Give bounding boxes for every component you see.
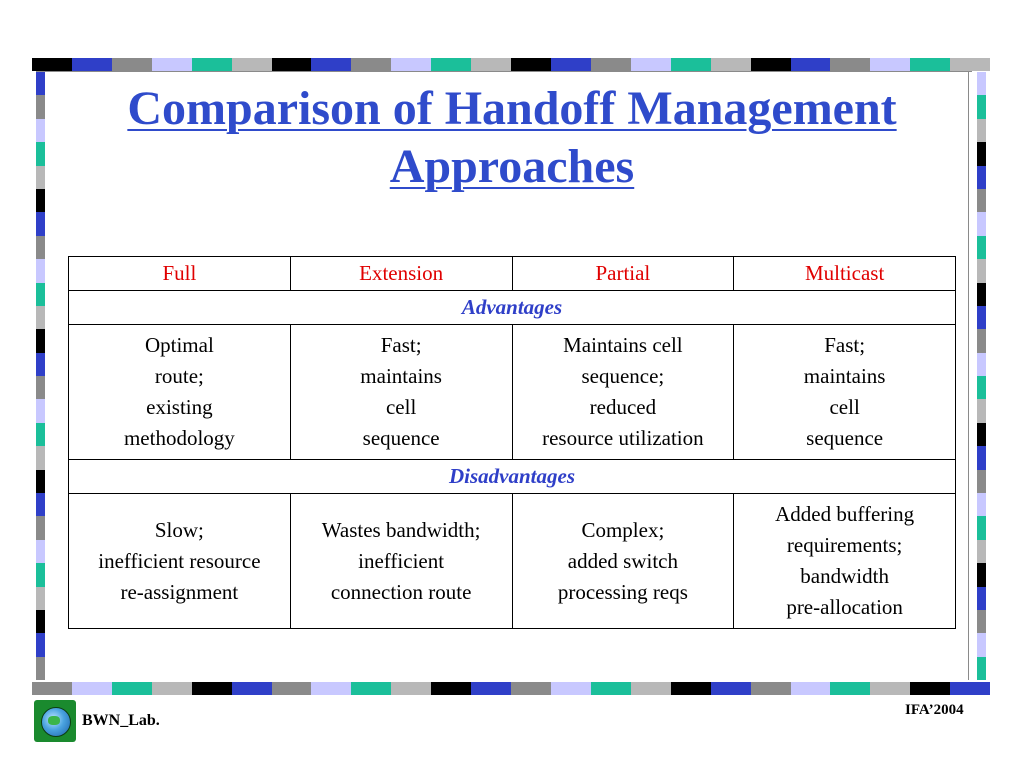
stripe-segment (311, 682, 351, 695)
stripe-segment (977, 119, 986, 142)
stripe-segment (631, 682, 671, 695)
disadvantages-label: Disadvantages (69, 460, 956, 494)
stripe-segment (511, 682, 551, 695)
stripe-segment (36, 540, 45, 563)
stripe-segment (711, 58, 751, 71)
disadvantage-cell-multicast (734, 494, 956, 629)
slide-title-line-1: Comparison of Handoff Management (127, 82, 897, 135)
stripe-segment (631, 58, 671, 71)
stripe-segment (36, 563, 45, 586)
stripe-segment (272, 682, 312, 695)
stripe-segment (977, 399, 986, 422)
stripe-segment (870, 682, 910, 695)
header-extension: Extension (290, 257, 512, 291)
stripe-segment (72, 682, 112, 695)
stripe-segment (511, 58, 551, 71)
cell-line: connection route (330, 579, 472, 604)
stripe-segment (977, 166, 986, 189)
stripe-segment (977, 563, 986, 586)
inner-frame-right-rule (968, 72, 969, 680)
cell-line: existing (146, 395, 213, 419)
stripe-segment (36, 657, 45, 680)
stripe-segment (591, 682, 631, 695)
stripe-segment (791, 682, 831, 695)
stripe-segment (471, 682, 511, 695)
stripe-segment (977, 657, 986, 680)
cell-line: inefficient (358, 548, 445, 573)
stripe-segment (36, 633, 45, 656)
cell-line: sequence (362, 426, 440, 450)
stripe-segment (950, 58, 990, 71)
cell-line: Complex; (581, 517, 665, 542)
stripe-segment (977, 329, 986, 352)
stripe-segment (36, 329, 45, 352)
stripe-segment (671, 682, 711, 695)
stripe-segment (830, 682, 870, 695)
advantage-cell-extension (290, 325, 512, 460)
stripe-segment (36, 306, 45, 329)
stripe-segment (152, 682, 192, 695)
stripe-segment (391, 682, 431, 695)
stripe-segment (977, 540, 986, 563)
stripe-segment (36, 423, 45, 446)
stripe-segment (36, 610, 45, 633)
advantage-cell-full (69, 325, 291, 460)
conference-name: IFA’2004 (905, 702, 964, 718)
stripe-segment (431, 682, 471, 695)
stripe-segment (431, 58, 471, 71)
stripe-segment (551, 682, 591, 695)
cell-line: requirements; (786, 533, 903, 557)
stripe-segment (32, 58, 72, 71)
stripe-segment (152, 58, 192, 71)
stripe-segment (977, 516, 986, 539)
cell-line: reduced (589, 395, 657, 419)
stripe-segment (36, 72, 45, 95)
stripe-segment (977, 423, 986, 446)
left-stripe-border (36, 72, 45, 680)
stripe-segment (977, 353, 986, 376)
disadvantage-cell-partial (512, 494, 734, 629)
stripe-segment (36, 587, 45, 610)
stripe-segment (36, 353, 45, 376)
disadvantage-cell-full (69, 494, 291, 629)
stripe-segment (977, 95, 986, 118)
stripe-segment (112, 58, 152, 71)
stripe-segment (36, 399, 45, 422)
stripe-segment (977, 470, 986, 493)
cell-line: re-assignment (120, 579, 239, 604)
stripe-segment (36, 376, 45, 399)
stripe-segment (192, 682, 232, 695)
cell-line: resource utilization (542, 426, 704, 450)
stripe-segment (36, 189, 45, 212)
stripe-segment (72, 58, 112, 71)
stripe-segment (977, 72, 986, 95)
stripe-segment (977, 283, 986, 306)
stripe-segment (112, 682, 152, 695)
cell-line: processing reqs (557, 579, 688, 604)
advantage-cell-multicast (734, 325, 956, 460)
stripe-segment (192, 58, 232, 71)
stripe-segment (977, 259, 986, 282)
stripe-segment (311, 58, 351, 71)
stripe-segment (36, 212, 45, 235)
stripe-segment (870, 58, 910, 71)
stripe-segment (591, 58, 631, 71)
cell-line: Added buffering (775, 502, 915, 526)
cell-line: methodology (123, 426, 235, 450)
header-multicast: Multicast (734, 257, 956, 291)
stripe-segment (977, 142, 986, 165)
stripe-segment (32, 682, 72, 695)
cell-line: Maintains cell (563, 333, 683, 357)
stripe-segment (950, 682, 990, 695)
stripe-segment (910, 58, 950, 71)
cell-line: added switch (567, 548, 678, 573)
stripe-segment (36, 236, 45, 259)
inner-frame-top-rule (36, 71, 972, 72)
advantages-row-label (69, 291, 956, 325)
stripe-segment (711, 682, 751, 695)
stripe-segment (471, 58, 511, 71)
right-stripe-border (977, 72, 986, 680)
top-stripe-border (32, 58, 990, 71)
stripe-segment (977, 446, 986, 469)
header-full: Full (69, 257, 291, 291)
stripe-segment (977, 306, 986, 329)
stripe-segment (272, 58, 312, 71)
stripe-segment (977, 376, 986, 399)
stripe-segment (36, 446, 45, 469)
cell-line: pre-allocation (786, 595, 903, 619)
stripe-segment (830, 58, 870, 71)
disadvantage-cell-extension (290, 494, 512, 629)
stripe-segment (232, 58, 272, 71)
cell-line: maintains (803, 364, 886, 388)
comparison-table (68, 256, 956, 629)
stripe-segment (36, 283, 45, 306)
stripe-segment (910, 682, 950, 695)
stripe-segment (977, 212, 986, 235)
stripe-segment (36, 95, 45, 118)
stripe-segment (977, 236, 986, 259)
table-header-row (69, 257, 956, 291)
cell-line: cell (385, 395, 417, 419)
stripe-segment (671, 58, 711, 71)
stripe-segment (551, 58, 591, 71)
advantages-label: Advantages (69, 291, 956, 325)
cell-line: Fast; (380, 333, 422, 357)
stripe-segment (351, 682, 391, 695)
cell-line: cell (829, 395, 860, 419)
stripe-segment (977, 587, 986, 610)
stripe-segment (977, 493, 986, 516)
cell-line: Fast; (824, 333, 866, 357)
cell-line: Wastes bandwidth; (321, 517, 481, 542)
stripe-segment (751, 682, 791, 695)
stripe-segment (36, 119, 45, 142)
cell-line: route; (154, 364, 204, 388)
stripe-segment (791, 58, 831, 71)
header-partial: Partial (512, 257, 734, 291)
stripe-segment (36, 259, 45, 282)
cell-line: sequence (806, 426, 884, 450)
stripe-segment (36, 516, 45, 539)
stripe-segment (36, 166, 45, 189)
stripe-segment (391, 58, 431, 71)
advantages-row (69, 325, 956, 460)
stripe-segment (36, 493, 45, 516)
stripe-segment (977, 189, 986, 212)
disadvantages-row (69, 494, 956, 629)
disadvantages-row-label (69, 460, 956, 494)
cell-line: maintains (360, 364, 442, 388)
advantage-cell-partial (512, 325, 734, 460)
bottom-stripe-border (32, 682, 990, 695)
lab-name: BWN_Lab. (82, 712, 160, 729)
cell-line: bandwidth (800, 564, 889, 588)
stripe-segment (977, 610, 986, 633)
globe-logo-icon (34, 700, 76, 742)
stripe-segment (36, 470, 45, 493)
cell-line: Slow; (154, 517, 204, 542)
cell-line: Optimal (144, 333, 214, 357)
stripe-segment (36, 142, 45, 165)
stripe-segment (351, 58, 391, 71)
stripe-segment (232, 682, 272, 695)
slide-title (60, 80, 964, 196)
stripe-segment (977, 633, 986, 656)
stripe-segment (751, 58, 791, 71)
cell-line: inefficient resource (98, 548, 261, 573)
cell-line: sequence; (581, 364, 665, 388)
globe-land-shape (48, 716, 60, 725)
slide-title-line-2: Approaches (389, 140, 635, 193)
